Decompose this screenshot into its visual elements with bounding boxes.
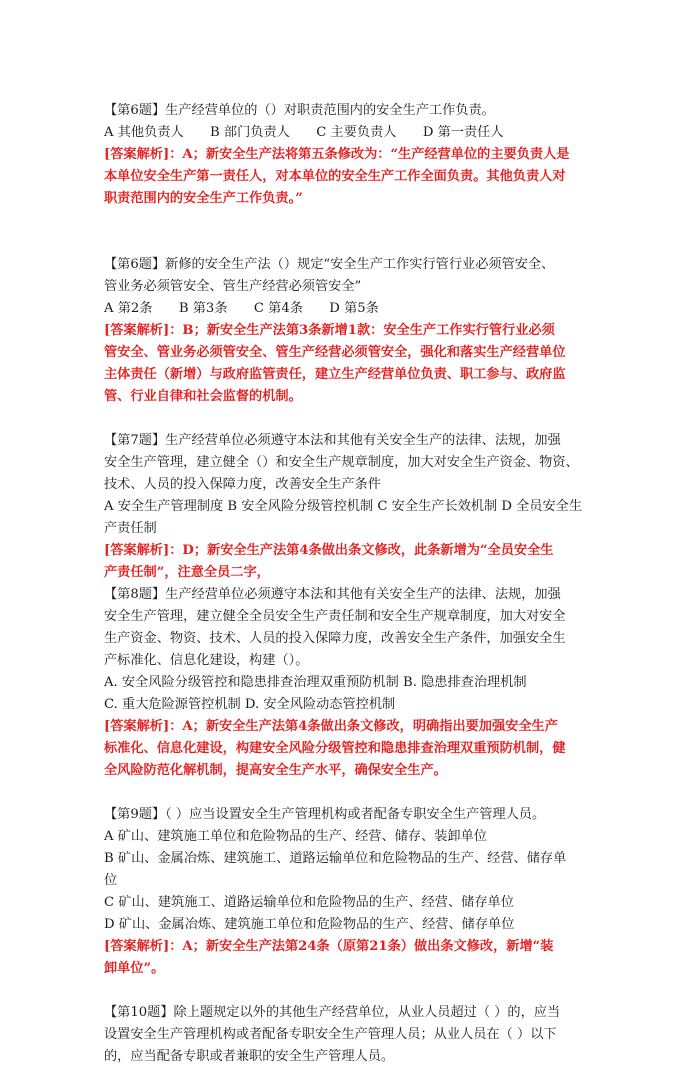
answer-explanation: [答案解析]：D；新安全生产法第4条做出条文修改，此条新增为“全员安全生 [104,543,554,558]
answer-explanation: 管、行业自律和社会监督的机制。 [104,389,302,404]
question-text: 安全生产管理，建立健全全员安全生产责任制和安全生产规章制度，加大对安全 [104,609,566,624]
answer-explanation: 标准化、信息化建设，构建安全风险分级管控和隐患排查治理双重预防机制，健 [104,741,566,756]
question-text: 【第9题】（ ）应当设置安全生产管理机构或者配备专职安全生产管理人员。 [104,807,546,822]
question-block-6 [104,1002,602,1068]
answer-explanation: [答案解析]：A；新安全生产法将第五条修改为：“生产经营单位的主要负责人是 [104,147,570,162]
options-text: B 矿山、金属冶炼、建筑施工、道路运输单位和危险物品的生产、经营、储存单 [104,851,567,866]
options-text: A. 安全风险分级管控和隐患排查治理双重预防机制 B. 隐患排查治理机制 [104,675,527,690]
question-text: 产标准化、信息化建设，构建（）。 [104,653,309,668]
answer-explanation: [答案解析]：A；新安全生产法第4条做出条文修改，明确指出要加强安全生产 [104,719,558,734]
question-text: 管业务必须管安全、管生产经营必须管安全” [104,279,362,294]
question-block-1 [104,100,602,210]
options-text: 位 [104,873,118,888]
options-text: A 第2条 B 第3条 C 第4条 D 第5条 [104,301,379,316]
document-page [104,100,602,1068]
answer-explanation: 职责范围内的安全生产工作负责。” [104,191,303,206]
question-text: 【第6题】生产经营单位的（）对职责范围内的安全生产工作负责。 [104,103,495,118]
question-text: 安全生产管理，建立健全（）和安全生产规章制度，加大对安全生产资金、物资、 [104,455,579,470]
answer-explanation: 全风险防范化解机制，提高安全生产水平，确保安全生产。 [104,763,447,778]
options-text: A 安全生产管理制度 B 安全风险分级管控机制 C 安全生产长效机制 D 全员安全生 [104,499,583,514]
question-block-5 [104,804,602,980]
question-text: 生产资金、物资、技术、人员的投入保障力度，改善安全生产条件，加强安全生 [104,631,566,646]
question-text: 的，应当配备专职或者兼职的安全生产管理人员。 [104,1049,395,1064]
options-text: A 其他负责人 B 部门负责人 C 主要负责人 D 第一责任人 [104,125,504,140]
options-text: 产责任制 [104,521,157,536]
question-block-2 [104,254,602,408]
answer-explanation: 本单位安全生产第一责任人，对本单位的安全生产工作全面负责。其他负责人对 [104,169,566,184]
question-text: 【第10题】除上题规定以外的其他生产经营单位，从业人员超过（ ）的，应当 [104,1005,561,1020]
answer-explanation: [答案解析]：A；新安全生产法第24条（原第21条）做出条文修改，新增“装 [104,939,554,954]
question-block-4 [104,584,602,782]
answer-explanation: 管安全、管业务必须管安全、管生产经营必须管安全，强化和落实生产经营单位 [104,345,566,360]
answer-explanation: 卸单位”。 [104,961,165,976]
question-text: 【第8题】生产经营单位必须遵守本法和其他有关安全生产的法律、法规，加强 [104,587,561,602]
options-text: C. 重大危险源管控机制 D. 安全风险动态管控机制 [104,697,396,712]
answer-explanation: 主体责任（新增）与政府监管责任，建立生产经营单位负责、职工参与、政府监 [104,367,566,382]
options-text: D 矿山、金属冶炼、建筑施工单位和危险物品的生产、经营、储存单位 [104,917,515,932]
answer-explanation: 产责任制”，注意全员二字， [104,565,270,580]
question-text: 【第7题】生产经营单位必须遵守本法和其他有关安全生产的法律、法规，加强 [104,433,561,448]
question-text: 【第6题】新修的安全生产法（）规定“安全生产工作实行管行业必须管安全、 [104,257,555,272]
question-text: 设置安全生产管理机构或者配备专职安全生产管理人员；从业人员在（ ）以下 [104,1027,557,1042]
question-block-3 [104,430,602,584]
question-text: 技术、人员的投入保障力度，改善安全生产条件 [104,477,381,492]
options-text: A 矿山、建筑施工单位和危险物品的生产、经营、储存、装卸单位 [104,829,487,844]
options-text: C 矿山、建筑施工、道路运输单位和危险物品的生产、经营、储存单位 [104,895,514,910]
answer-explanation: [答案解析]：B；新安全生产法第3条新增1款：安全生产工作实行管行业必须 [104,323,555,338]
